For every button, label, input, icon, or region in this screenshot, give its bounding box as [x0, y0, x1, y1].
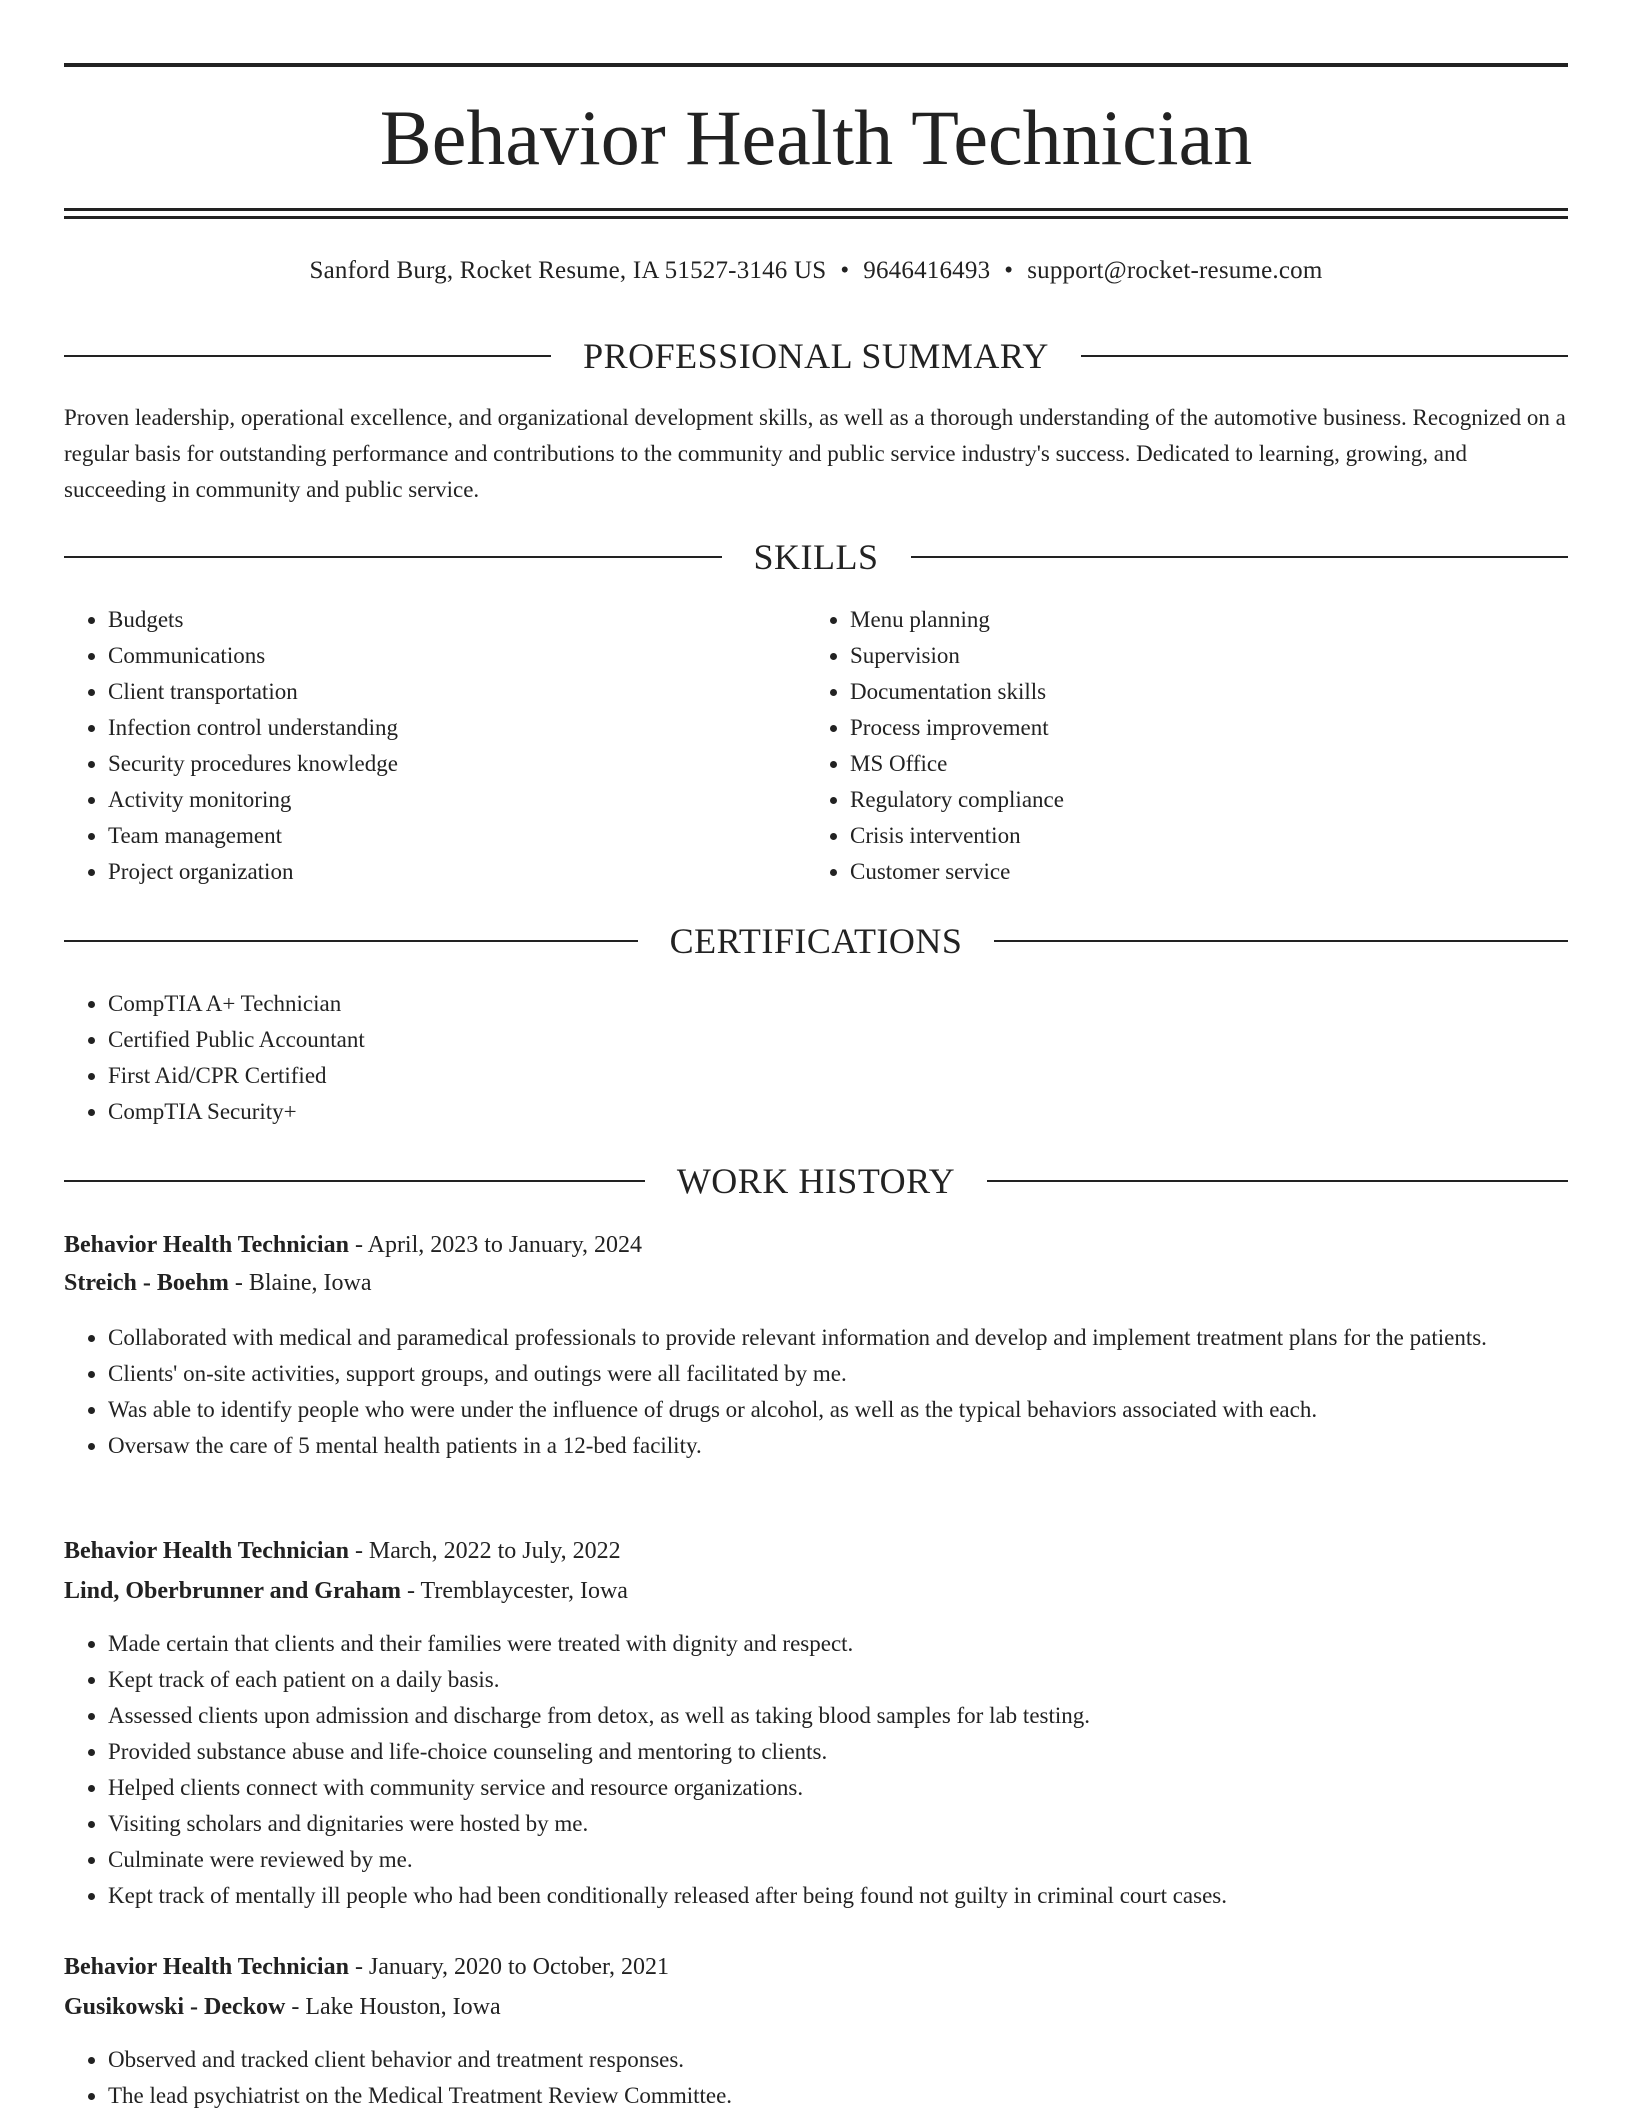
job-location: - Blaine, Iowa [228, 1270, 372, 1296]
heading-rule-right [1081, 355, 1568, 357]
contact-separator: • [840, 257, 850, 284]
summary-text: Proven leadership, operational excellence, and organizational development skills, as well as a thorough understanding of the automotive business. Recognized on a regular basis for outstanding performance and contributions to the community and public service industry's success. Dedicated to learning, growing, and succeeding in community and public service. [64, 405, 1566, 502]
section-heading-label: PROFESSIONAL SUMMARY [583, 336, 1049, 376]
job-bullets [64, 1320, 1612, 1464]
skills-list-left [64, 602, 808, 890]
job-company-line [64, 1988, 1568, 2026]
job-company-line [64, 1572, 1568, 1610]
skill-item: • Team management [108, 818, 808, 854]
job-bullet-item: • Kept track of each patient on a daily basis. [108, 1662, 1612, 1698]
skills-heading [64, 535, 1568, 579]
skill-item: • Menu planning [850, 602, 1550, 638]
job-dates: - April, 2023 to January, 2024 [348, 1232, 643, 1258]
job-bullets [64, 2042, 1612, 2114]
job-title-line [64, 1226, 1568, 1264]
job-title: Behavior Health Technician [64, 1954, 349, 1980]
skill-item: • MS Office [850, 746, 1550, 782]
skill-item: • Infection control understanding [108, 710, 808, 746]
contact-separator: • [1004, 257, 1014, 284]
summary-heading [64, 334, 1568, 378]
skill-item: • Activity monitoring [108, 782, 808, 818]
header-double-rule-top [64, 208, 1568, 211]
job-title-line [64, 1948, 1568, 1986]
section-heading-label: WORK HISTORY [676, 1161, 956, 1201]
skill-item: • Regulatory compliance [850, 782, 1550, 818]
certifications-heading [64, 919, 1568, 963]
skill-item: • Supervision [850, 638, 1550, 674]
job-bullet-item: • Made certain that clients and their families were treated with dignity and respect. [108, 1626, 1612, 1662]
heading-rule-left [64, 355, 551, 357]
job-bullet-item: • Helped clients connect with community service and resource organizations. [108, 1770, 1612, 1806]
heading-rule-right [987, 1180, 1568, 1182]
job-dates: - March, 2022 to July, 2022 [348, 1538, 621, 1564]
job-title: Behavior Health Technician [64, 1232, 349, 1258]
job-bullets [64, 1626, 1612, 1914]
job-bullet-item: • Provided substance abuse and life-choice counseling and mentoring to clients. [108, 1734, 1612, 1770]
certification-item: • CompTIA Security+ [108, 1094, 1108, 1130]
job-bullet-item: • Was able to identify people who were under the influence of drugs or alcohol, as well as the typical behaviors associated with each. [108, 1392, 1612, 1428]
work-history-heading [64, 1159, 1568, 1203]
header-double-rule-bottom [64, 216, 1568, 219]
certification-item: • CompTIA A+ Technician [108, 986, 1108, 1022]
job-company: Streich - Boehm [64, 1270, 229, 1296]
job-bullet-item: • Oversaw the care of 5 mental health patients in a 12-bed facility. [108, 1428, 1612, 1464]
heading-rule-right [911, 556, 1569, 558]
page-title: Behavior Health Technician [379, 94, 1253, 181]
contact-email: support@rocket-resume.com [1027, 257, 1323, 284]
job-bullet-item: • Kept track of mentally ill people who had been conditionally released after being found not guilty in criminal court cases. [108, 1878, 1612, 1914]
skill-item: • Client transportation [108, 674, 808, 710]
heading-rule-right [994, 940, 1568, 942]
skill-item: • Budgets [108, 602, 808, 638]
skill-item: • Customer service [850, 854, 1550, 890]
contact-phone: 9646416493 [863, 257, 991, 284]
job-company: Gusikowski - Deckow [64, 1994, 286, 2020]
job-bullet-item: • Clients' on-site activities, support groups, and outings were all facilitated by me. [108, 1356, 1612, 1392]
job-bullet-item: • Collaborated with medical and paramedical professionals to provide relevant information and develop and implement treatment plans for the patients. [108, 1320, 1612, 1356]
job-dates: - January, 2020 to October, 2021 [348, 1954, 670, 1980]
skill-item: • Security procedures knowledge [108, 746, 808, 782]
job-bullet-item: • Culminate were reviewed by me. [108, 1842, 1612, 1878]
heading-rule-left [64, 1180, 645, 1182]
section-heading-label: SKILLS [753, 537, 879, 577]
skill-item: • Project organization [108, 854, 808, 890]
job-location: - Tremblaycester, Iowa [400, 1578, 628, 1604]
header-top-rule [64, 63, 1568, 67]
certification-item: • First Aid/CPR Certified [108, 1058, 1108, 1094]
contact-line [64, 253, 1568, 289]
job-location: - Lake Houston, Iowa [285, 1994, 501, 2020]
job-bullet-item: • Observed and tracked client behavior and treatment responses. [108, 2042, 1612, 2078]
certification-item: • Certified Public Accountant [108, 1022, 1108, 1058]
job-company: Lind, Oberbrunner and Graham [64, 1578, 401, 1604]
section-heading-label: CERTIFICATIONS [669, 921, 963, 961]
job-bullet-item: • Visiting scholars and dignitaries were hosted by me. [108, 1806, 1612, 1842]
skill-item: • Documentation skills [850, 674, 1550, 710]
skill-item: • Crisis intervention [850, 818, 1550, 854]
skill-item: • Communications [108, 638, 808, 674]
certifications-list [64, 986, 1108, 1130]
contact-address: Sanford Burg, Rocket Resume, IA 51527-3146 US [309, 257, 827, 284]
job-bullet-item: • Assessed clients upon admission and discharge from detox, as well as taking blood samples for lab testing. [108, 1698, 1612, 1734]
skill-item: • Process improvement [850, 710, 1550, 746]
heading-rule-left [64, 556, 722, 558]
skills-list-right [806, 602, 1550, 890]
heading-rule-left [64, 940, 638, 942]
job-company-line [64, 1264, 1568, 1302]
job-title: Behavior Health Technician [64, 1538, 349, 1564]
job-bullet-item: • The lead psychiatrist on the Medical Treatment Review Committee. [108, 2078, 1612, 2114]
job-title-line [64, 1532, 1568, 1570]
